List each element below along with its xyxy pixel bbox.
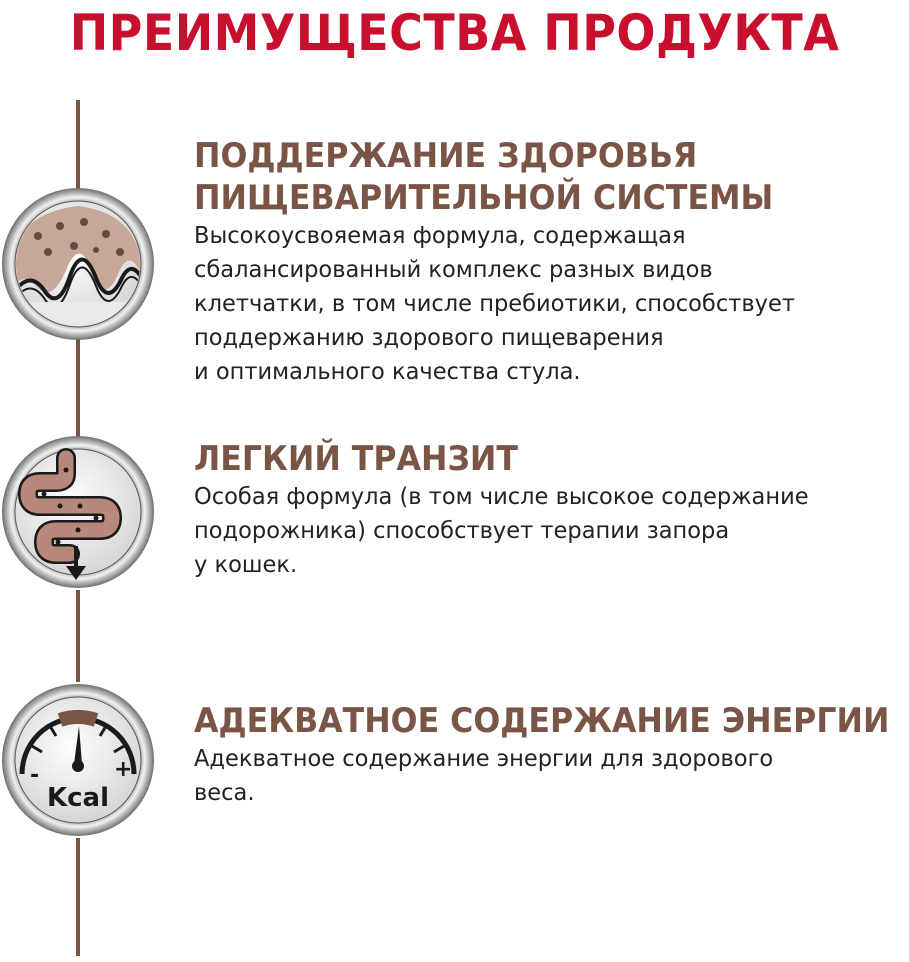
benefit-digestion [194,135,899,389]
benefit-description: Высокоусвояемая формула, содержащая сбалансированный комплекс разных видов клетчатки, в том числе пребиотики, способствует поддержанию здорового пищеварения и оптимального качества стула. [194,223,795,385]
kcal-gauge-icon [0,682,156,838]
timeline-line [76,335,80,445]
benefit-description: Особая формула (в том числе высокое содержание подорожника) способствует терапии запора у кошек. [194,484,809,578]
benefit-heading: ЛЕГКИЙ ТРАНЗИТ [194,439,518,479]
timeline-line [76,590,80,682]
benefit-heading: ПОДДЕРЖАНИЕ ЗДОРОВЬЯ [194,136,698,176]
intestine-transit-icon [0,434,156,590]
kcal-plus-label: + [114,757,133,782]
benefit-heading: ПИЩЕВАРИТЕЛЬНОЙ СИСТЕМЫ [194,178,774,218]
page-title: ПРЕИМУЩЕСТВА ПРОДУКТА [69,4,840,62]
timeline-line [76,838,80,956]
kcal-label: Kcal [46,783,110,813]
benefit-description: Адекватное содержание энергии для здорового веса. [194,746,774,806]
digestion-icon [0,186,156,342]
benefit-energy [194,700,899,810]
benefit-transit [194,438,899,582]
timeline-line [76,100,80,190]
kcal-minus-label: - [30,763,40,788]
benefit-heading: АДЕКВАТНОЕ СОДЕРЖАНИЕ ЭНЕРГИИ [194,701,890,741]
